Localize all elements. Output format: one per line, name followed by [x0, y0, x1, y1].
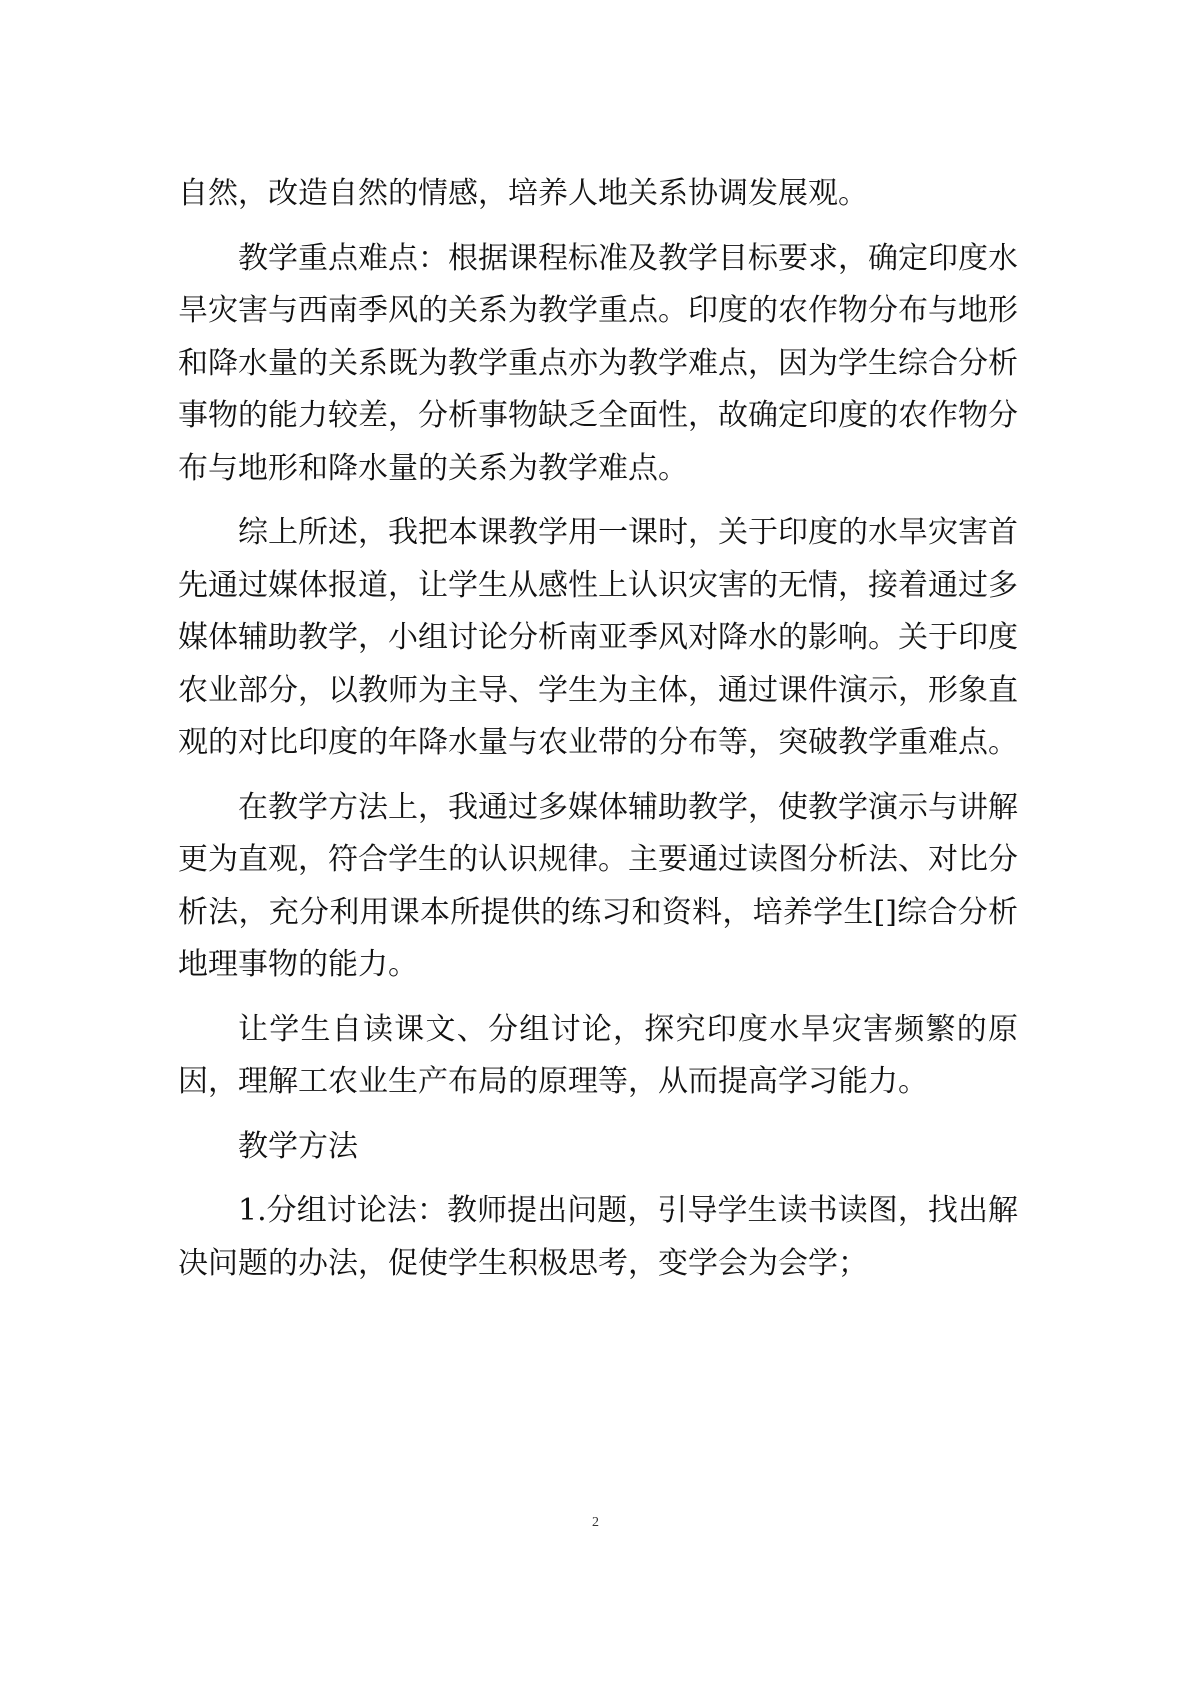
- paragraph-continuation: 自然，改造自然的情感，培养人地关系协调发展观。: [178, 176, 868, 211]
- paragraph-teaching-approach: 在教学方法上，我通过多媒体辅助教学，使教学演示与讲解更为直观，符合学生的认识规律。主要通过读图分析法、对比分析法，充分利用课本所提供的练习和资料，培养学生[]综合分析地理事物的能力。: [178, 789, 1018, 982]
- page-number: 2: [592, 1515, 599, 1530]
- paragraph-method-1: 1.分组讨论法：教师提出问题，引导学生读书读图，找出解决问题的办法，促使学生积极思考，变学会为会学；: [178, 1193, 1018, 1281]
- document-body: [178, 168, 1018, 1290]
- paragraph-self-study: 让学生自读课文、分组讨论，探究印度水旱灾害频繁的原因，理解工农业生产布局的原理等，从而提高学习能力。: [178, 1011, 1018, 1099]
- heading-teaching-methods: 教学方法: [238, 1128, 358, 1164]
- paragraph-key-difficult-points: 教学重点难点：根据课程标准及教学目标要求，确定印度水旱灾害与西南季风的关系为教学重点。印度的农作物分布与地形和降水量的关系既为教学重点亦为教学难点，因为学生综合分析事物的能力较差，分析事物缺乏全面性，故确定印度的农作物分布与地形和降水量的关系为教学难点。: [178, 240, 1018, 486]
- paragraph-summary: 综上所述，我把本课教学用一课时，关于印度的水旱灾害首先通过媒体报道，让学生从感性上认识灾害的无情，接着通过多媒体辅助教学，小组讨论分析南亚季风对降水的影响。关于印度农业部分，以教师为主导、学生为主体，通过课件演示，形象直观的对比印度的年降水量与农业带的分布等，突破教学重难点。: [178, 515, 1018, 760]
